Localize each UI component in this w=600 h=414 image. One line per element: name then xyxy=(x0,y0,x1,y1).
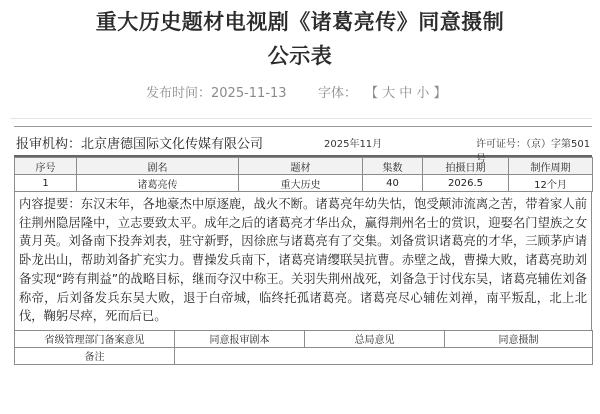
divider xyxy=(10,118,592,119)
font-size-selector[interactable]: 【 大 中 小 】 xyxy=(365,86,447,101)
table-cell: 诸葛亮传 xyxy=(77,175,239,192)
license-number: 许可证号：（京）字第501号 xyxy=(476,139,591,165)
table-row xyxy=(15,175,593,192)
page-title: 重大历史题材电视剧《诸葛亮传》同意摄制 xyxy=(95,10,505,34)
col-header: 拍摄日期 xyxy=(423,158,509,175)
remark-label: 备注 xyxy=(15,347,175,364)
publish-time: 发布时间：2025-11-13 xyxy=(146,86,287,101)
table-cell: 1 xyxy=(15,175,77,192)
nrta-opinion-label: 总局意见 xyxy=(305,330,445,347)
col-header: 剧名 xyxy=(77,158,239,175)
provincial-opinion-label: 省级管理部门备案意见 xyxy=(15,330,175,347)
page-subtitle: 公示表 xyxy=(267,44,333,68)
col-header: 制作周期 xyxy=(509,158,593,175)
document-header xyxy=(14,126,592,165)
table-cell: 40 xyxy=(363,175,423,192)
table-cell: 2026.5 xyxy=(423,175,509,192)
table-cell: 重大历史 xyxy=(239,175,363,192)
approval-row xyxy=(15,330,593,347)
col-header: 集数 xyxy=(363,158,423,175)
col-header: 序号 xyxy=(15,158,77,175)
approval-table xyxy=(14,330,593,365)
document-month: 2025年11月 xyxy=(324,139,383,150)
content-summary: 内容提要：东汉末年，各地豪杰中原逐鹿，战火不断。诸葛亮年幼失怙，饱受颠沛流离之苦，带着家人前往荆州隐居隆中，立志要致太平。成年之后的诸葛亮才华出众，赢得荆州名士的赏识，迎娶名门望族之女黄月英。刘备南下投奔刘表，驻守新野，因徐庶与诸葛亮有了交集。刘备赏识诸葛亮的才华，三顾茅庐请卧龙出山，帮助刘备扩充实力。曹操发兵南下，诸葛亮请缨联吴抗曹。赤壁之战，曹操大败，诸葛亮助刘备实现“跨有荆益”的战略目标，继而夺汉中称王。关羽失荆州战死，刘备急于讨伐东吴，诸葛亮辅佐刘备称帝，后刘备发兵东吴大败，退于白帝城，临终托孤诸葛亮。诸葛亮尽心辅佐刘禅，南平叛乱，北上北伐，鞠躬尽瘁，死而后已。 xyxy=(14,192,592,330)
remark-value xyxy=(175,347,593,364)
approval-document xyxy=(14,126,592,365)
table-cell: 12个月 xyxy=(509,175,593,192)
col-header: 题材 xyxy=(239,158,363,175)
applicant-org: 报审机构：北京唐德国际文化传媒有限公司 xyxy=(16,137,264,152)
remark-row xyxy=(15,347,593,364)
font-size-label: 字体： xyxy=(318,86,358,101)
nrta-opinion-value: 同意摄制 xyxy=(445,330,593,347)
provincial-opinion-value: 同意报审剧本 xyxy=(175,330,305,347)
